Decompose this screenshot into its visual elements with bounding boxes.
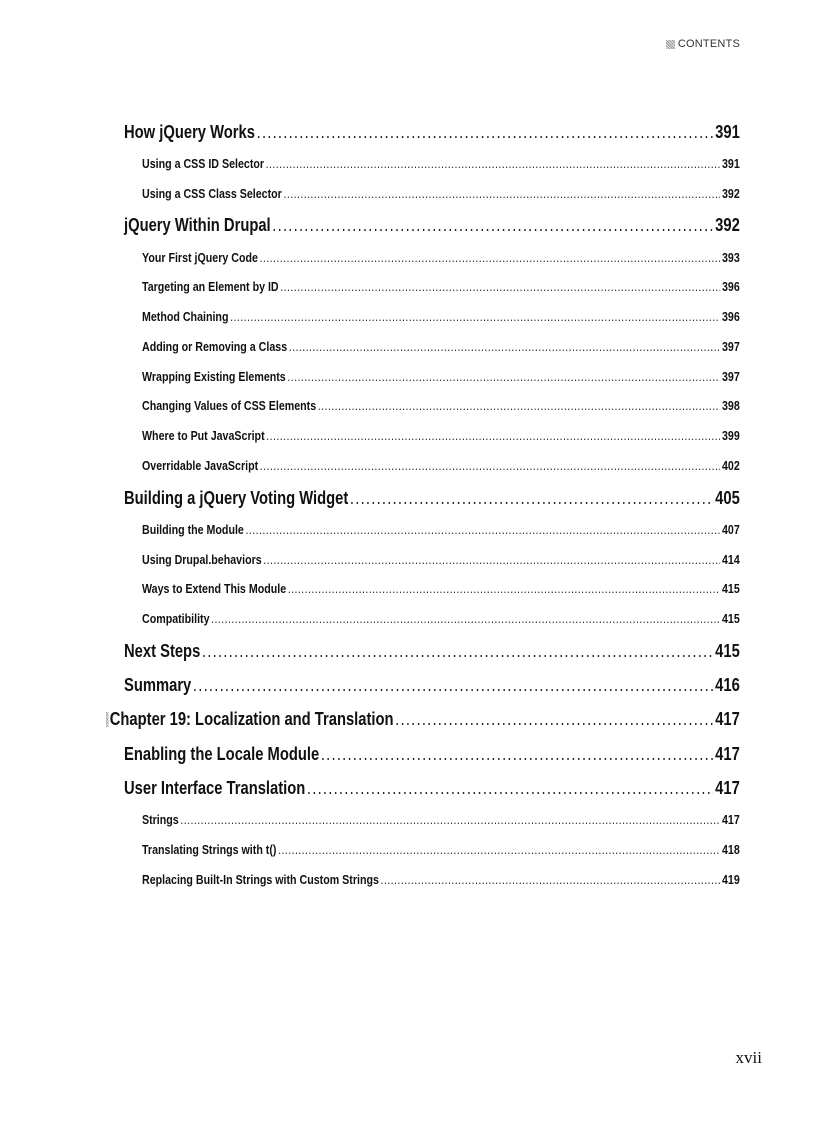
toc-entry[interactable] [142, 842, 740, 857]
toc-entry[interactable] [142, 458, 740, 473]
toc-entry[interactable] [142, 279, 740, 294]
dot-leader [230, 309, 720, 324]
dot-leader [307, 778, 714, 799]
toc-entry-page: 415 [715, 641, 740, 661]
dot-leader [287, 369, 720, 384]
toc-entry-title: Adding or Removing a Class [142, 339, 288, 354]
toc-entry-title: Changing Values of CSS Elements [142, 398, 317, 413]
dot-leader [211, 611, 720, 626]
dot-leader [288, 581, 721, 596]
toc-entry[interactable] [124, 122, 740, 143]
dot-leader [283, 186, 720, 201]
toc-entry-page: 415 [721, 611, 740, 626]
toc-entry-title: jQuery Within Drupal [124, 215, 271, 235]
toc-entry-title: Overridable JavaScript [142, 458, 259, 473]
toc-entry[interactable] [142, 309, 740, 324]
toc-entry-title: Translating Strings with t() [142, 842, 277, 857]
dot-leader [318, 398, 721, 413]
toc-entry-title: Enabling the Locale Module [124, 744, 320, 764]
toc-entry-title: Using a CSS ID Selector [142, 156, 265, 171]
toc-entry[interactable] [142, 611, 740, 626]
header-label: CONTENTS [677, 38, 740, 50]
toc-entry-page: 414 [721, 552, 740, 567]
toc-entry-title: Next Steps [124, 641, 201, 661]
toc-entry-page: 402 [721, 458, 740, 473]
toc-entry[interactable] [142, 398, 740, 413]
toc-entry[interactable] [142, 522, 740, 537]
page-number: xvii [735, 1048, 762, 1067]
toc-entry[interactable] [124, 675, 740, 696]
toc-entry[interactable] [142, 369, 740, 384]
toc-entry-page: 396 [721, 279, 740, 294]
dot-leader [260, 458, 721, 473]
toc-entry-title: Building the Module [142, 522, 244, 537]
toc-entry-page: 397 [721, 369, 740, 384]
toc-entry[interactable] [124, 488, 740, 509]
toc-entry-page: 407 [721, 522, 740, 537]
toc-entry-title: Building a jQuery Voting Widget [124, 488, 349, 508]
toc-entry[interactable] [124, 778, 740, 799]
section-marker-icon [666, 40, 675, 49]
toc-entry-page: 391 [721, 156, 740, 171]
running-header [666, 38, 740, 50]
toc-entry-page: 416 [715, 675, 740, 695]
toc-entry-title: Method Chaining [142, 309, 229, 324]
toc-entry-page: 392 [715, 215, 740, 235]
dot-leader [245, 522, 720, 537]
toc-chapter-entry[interactable] [106, 709, 740, 730]
toc-entry-page: 417 [715, 744, 740, 764]
toc-entry-title: Your First jQuery Code [142, 250, 258, 265]
dot-leader [280, 279, 720, 294]
toc-entry[interactable] [124, 744, 740, 765]
toc-entry-title: Strings [142, 812, 179, 827]
chapter-marker-icon [106, 712, 108, 727]
dot-leader [278, 842, 720, 857]
toc-entry-page: 392 [721, 186, 740, 201]
toc-entry[interactable] [142, 812, 740, 827]
toc-entry[interactable] [142, 186, 740, 201]
toc-entry[interactable] [142, 156, 740, 171]
toc-entry-title: Where to Put JavaScript [142, 428, 265, 443]
dot-leader [193, 675, 714, 696]
dot-leader [395, 709, 713, 730]
dot-leader [202, 641, 714, 662]
toc-entry-title: How jQuery Works [124, 122, 255, 142]
dot-leader [266, 428, 720, 443]
dot-leader [257, 122, 714, 143]
dot-leader [272, 215, 713, 236]
toc-entry-title: Compatibility [142, 611, 210, 626]
toc-entry-page: 391 [715, 122, 740, 142]
toc-entry-title: Using Drupal.behaviors [142, 552, 262, 567]
toc-entry-title: Chapter 19: Localization and Translation [109, 709, 394, 729]
dot-leader [350, 488, 714, 509]
dot-leader [260, 250, 721, 265]
toc-entry-title: Summary [124, 675, 192, 695]
toc-entry[interactable] [142, 250, 740, 265]
toc-entry-page: 418 [721, 842, 740, 857]
toc-entry[interactable] [142, 339, 740, 354]
toc-entry-page: 415 [721, 581, 740, 596]
toc-entry-title: Wrapping Existing Elements [142, 369, 286, 384]
toc-entry-page: 405 [715, 488, 740, 508]
dot-leader [381, 872, 721, 887]
toc-entry[interactable] [124, 215, 740, 236]
toc-entry-page: 417 [721, 812, 740, 827]
toc-entry-page: 398 [721, 398, 740, 413]
toc-entry-title: User Interface Translation [124, 778, 306, 798]
dot-leader [289, 339, 721, 354]
toc-entry[interactable] [142, 872, 740, 887]
toc-entry-title: Replacing Built-In Strings with Custom Strings [142, 872, 379, 887]
toc-entry-title: Ways to Extend This Module [142, 581, 287, 596]
toc-entry[interactable] [142, 552, 740, 567]
toc-entry-title: Using a CSS Class Selector [142, 186, 282, 201]
toc-entry[interactable] [124, 641, 740, 662]
toc-entry-page: 419 [721, 872, 740, 887]
toc-entry-page: 393 [721, 250, 740, 265]
toc-entry-page: 396 [721, 309, 740, 324]
toc-entry[interactable] [142, 581, 740, 596]
toc-entry[interactable] [142, 428, 740, 443]
toc-entry-page: 417 [715, 709, 740, 729]
dot-leader [321, 744, 714, 765]
toc-entry-title: Targeting an Element by ID [142, 279, 279, 294]
toc-entry-page: 399 [721, 428, 740, 443]
dot-leader [266, 156, 721, 171]
toc-entry-page: 417 [715, 778, 740, 798]
dot-leader [263, 552, 720, 567]
dot-leader [180, 812, 720, 827]
toc-entry-page: 397 [721, 339, 740, 354]
